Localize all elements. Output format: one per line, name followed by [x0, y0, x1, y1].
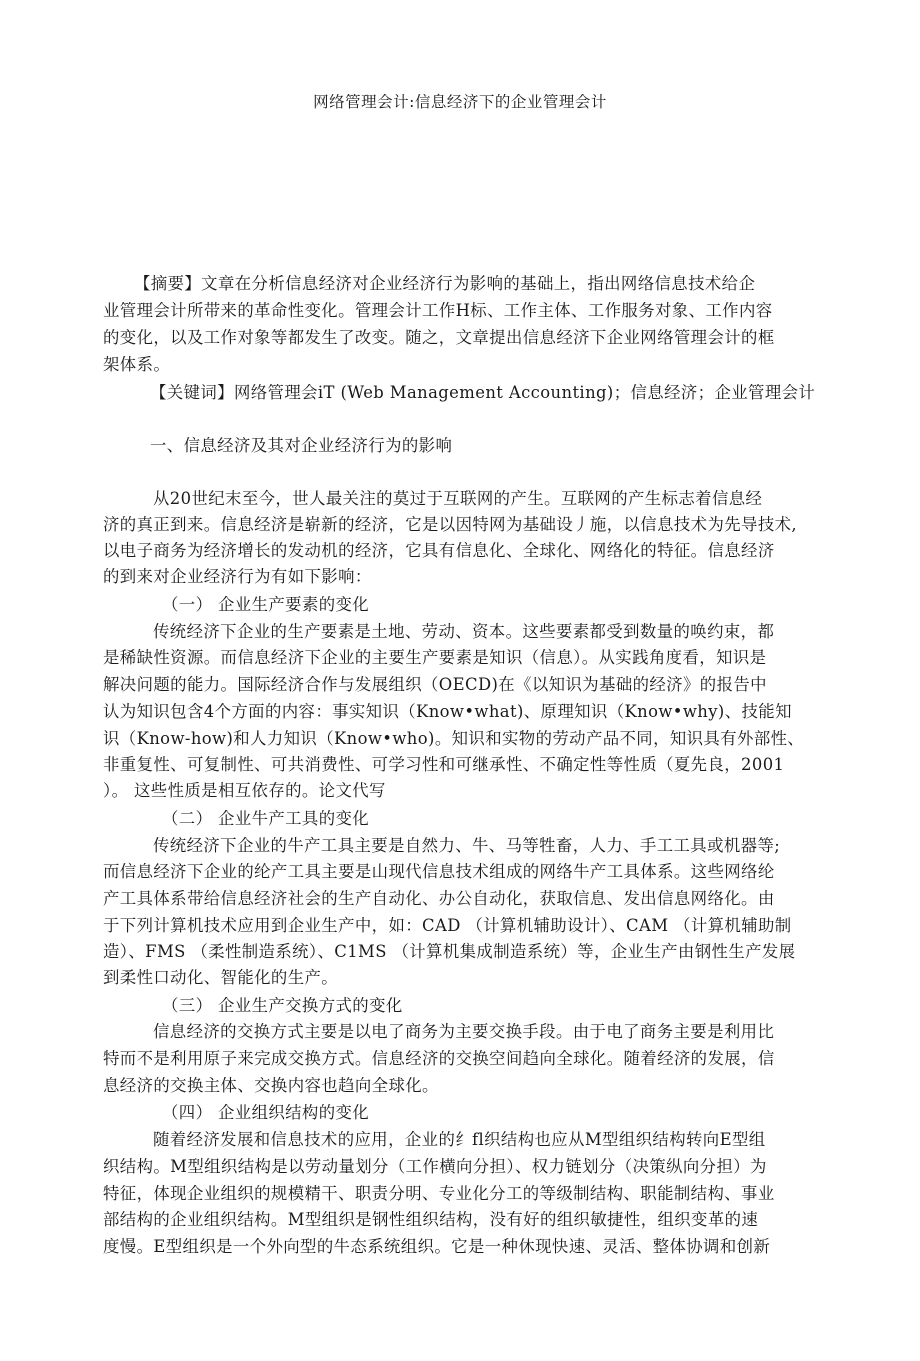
paragraph-line: 于下列计算机技术应用到企业生产中，如：CAD （计算机辅助设计）、CAM （计算机辅助制 — [103, 916, 792, 935]
subsection-heading-3: （三） 企业生产交换方式的变化 — [162, 996, 403, 1015]
paragraph-line: 特而不是利用原子来完成交换方式。信息经济的交换空间趋向全球化。随着经济的发展，信 — [103, 1049, 775, 1068]
abstract-line-4: 架体系。 — [103, 355, 171, 374]
paragraph-line: ）。 这些性质是相互依存的。论文代写 — [103, 781, 386, 800]
paragraph-line: 到柔性口动化、智能化的生产。 — [103, 968, 339, 987]
keywords-line: 【关键词】网络管理会iT (Web Management Accounting)；信息经济；企业管理会计 — [150, 383, 816, 402]
section-heading-1: 一、信息经济及其对企业经济行为的影响 — [150, 436, 453, 455]
paragraph-line: 传统经济下企业的牛产工具主要是自然力、牛、马等牲畜，人力、手工工具或机器等; — [153, 836, 781, 855]
paragraph-line: 度慢。E型组织是一个外向型的牛态系统组织。它是一种休现快速、灵活、整体协调和创新 — [103, 1237, 771, 1256]
paragraph-line: 息经济的交换主体、交换内容也趋向全球化。 — [103, 1076, 439, 1095]
paragraph-line: 以电子商务为经济增长的发动机的经济，它具有信息化、全球化、网络化的特征。信息经济 — [103, 541, 775, 560]
paragraph-line: 随着经济发展和信息技术的应用，企业的纟fl织结构也应从M型组织结构转向E型组 — [153, 1130, 766, 1149]
paragraph-line: 识（Know-how)和人力知识（Know•who)。知识和实物的劳动产品不同，知识具有外部性、 — [103, 729, 805, 748]
paragraph-line: 信息经济的交换方式主要是以电了商务为主要交换手段。由于电了商务主要是利用比 — [153, 1022, 775, 1041]
paragraph-line: 非重复性、可复制性、可共消费性、可学习性和可继承性、不确定性等性质（夏先良，2001 — [103, 755, 785, 774]
paragraph-line: 传统经济下企业的生产要素是土地、劳动、资本。这些要素都受到数量的唤约束，都 — [153, 622, 775, 641]
paragraph-line: 而信息经济下企业的纶产工具主要是山现代信息技术组成的网络牛产工具体系。这些网络纶 — [103, 862, 775, 881]
paragraph-line: 济的真正到来。信息经济是崭新的经济，它是以因特网为基础设丿施，以信息技术为先导技术, — [103, 515, 798, 534]
document-title: 网络管理会计:信息经济下的企业管理会计 — [313, 93, 607, 111]
abstract-line-1: 【摘要】文章在分析信息经济对企业经济行为影响的基础上，指出网络信息技术给企 — [134, 274, 756, 293]
paragraph-line: 认为知识包含4个方面的内容：事实知识（Know•what)、原理知识（Know•why)、技能知 — [103, 702, 792, 721]
paragraph-line: 产工具体系带给信息经济社会的生产自动化、办公自动化，获取信息、发出信息网络化。由 — [103, 889, 775, 908]
paragraph-line: 特征，体现企业组织的规模精干、职责分明、专业化分工的等级制结构、职能制结构、事业 — [103, 1184, 775, 1203]
subsection-heading-4: （四） 企业组织结构的变化 — [162, 1103, 370, 1122]
subsection-heading-2: （二） 企业牛产工具的变化 — [162, 809, 370, 828]
paragraph-line: 从20世纪末至今，世人最关注的莫过于互联网的产生。互联网的产生标志着信息经 — [153, 489, 763, 508]
paragraph-line: 部结构的企业组织结构。M型组织是钢性组织结构，没有好的组织敏捷性，组织变革的速 — [103, 1210, 759, 1229]
paragraph-line: 造）、FMS （柔性制造系统）、C1MS （计算机集成制造系统）等，企业生产由钢性生产发展 — [103, 942, 796, 961]
paragraph-line: 的到来对企业经济行为有如下影响： — [103, 567, 372, 586]
abstract-line-2: 业管理会计所带来的革命性变化。管理会计工作H标、工作主体、工作服务对象、工作内容 — [103, 301, 773, 320]
paragraph-line: 是稀缺性资源。而信息经济下企业的主要生产要素是知识（信息）。从实践角度看，知识是 — [103, 648, 767, 667]
subsection-heading-1: （一） 企业生产要素的变化 — [162, 595, 370, 614]
paragraph-line: 织结构。M型组织结构是以劳动量划分（工作横向分担）、权力链划分（决策纵向分担）为 — [103, 1157, 767, 1176]
paragraph-line: 解决问题的能力。国际经济合作与发展组织（OECD)在《以知识为基础的经济》的报告中 — [103, 675, 767, 694]
abstract-line-3: 的变化，以及工作对象等都发生了改变。随之，文章提出信息经济下企业网络管理会计的框 — [103, 328, 775, 347]
